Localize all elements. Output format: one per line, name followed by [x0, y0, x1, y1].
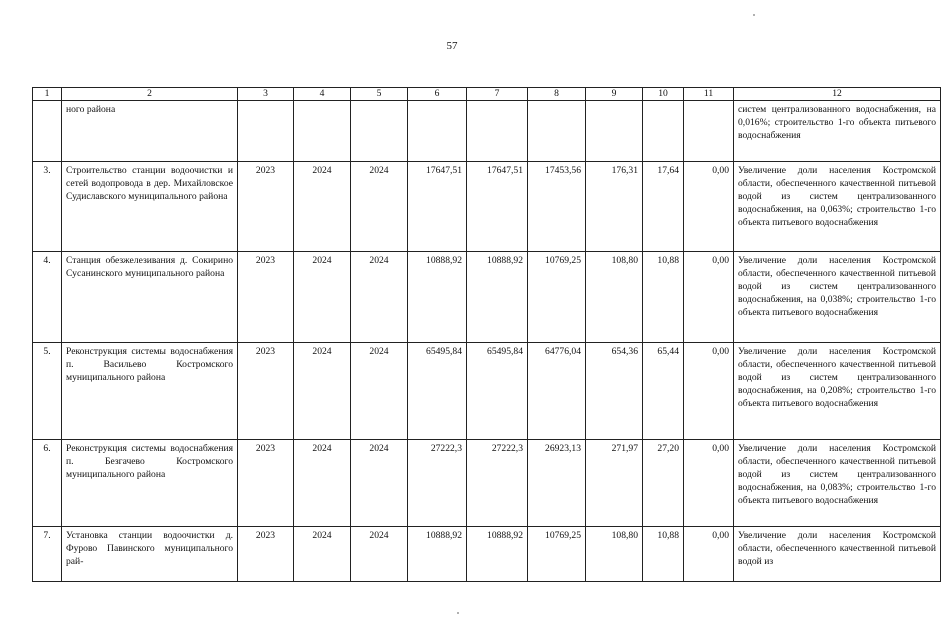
- start-year: [238, 101, 294, 162]
- row-number: [33, 101, 62, 162]
- page-number: 57: [446, 40, 458, 52]
- local-funding: [643, 101, 684, 162]
- regional-funding: 271,97: [586, 440, 643, 527]
- local-funding: 65,44: [643, 343, 684, 440]
- project-name: Станция обезжелезивания д. Сокирино Сусанинского муниципального района: [62, 252, 238, 343]
- federal-funding: 10769,25: [528, 527, 586, 582]
- other-funding: [684, 101, 734, 162]
- program-table: [32, 87, 941, 582]
- table-row: [33, 527, 941, 582]
- other-funding: 0,00: [684, 252, 734, 343]
- column-header: 7: [467, 88, 528, 101]
- expected-result: Увеличение доли населения Костромской области, обеспеченного качественной питьевой водой из: [734, 527, 941, 582]
- federal-funding: 26923,13: [528, 440, 586, 527]
- expected-result: Увеличение доли населения Костромской области, обеспеченного качественной питьевой водой из систем централизованного водоснабжения, на 0,083%; строительство 1-го объекта питьевого водоснабжения: [734, 440, 941, 527]
- table-row: [33, 162, 941, 252]
- commission-year: 2024: [351, 527, 408, 582]
- commission-year: 2024: [351, 162, 408, 252]
- commission-year: 2024: [351, 343, 408, 440]
- row-number: 7.: [33, 527, 62, 582]
- local-funding: 17,64: [643, 162, 684, 252]
- column-header: 8: [528, 88, 586, 101]
- scan-speck: [457, 612, 459, 614]
- other-funding: 0,00: [684, 343, 734, 440]
- end-year: 2024: [294, 440, 351, 527]
- project-name: Строительство станции водоочистки и сетей водопровода в дер. Михайловское Судиславского муниципального района: [62, 162, 238, 252]
- column-header: 9: [586, 88, 643, 101]
- regional-funding: 654,36: [586, 343, 643, 440]
- project-name: Установка станции водоочистки д. Фурово Павинского муниципального рай-: [62, 527, 238, 582]
- expected-result: систем централизованного водоснабжения, на 0,016%; строительство 1-го объекта питьевого водоснабжения: [734, 101, 941, 162]
- estimated-cost: 27222,3: [408, 440, 467, 527]
- end-year: [294, 101, 351, 162]
- column-header: 5: [351, 88, 408, 101]
- commission-year: 2024: [351, 252, 408, 343]
- expected-result: Увеличение доли населения Костромской области, обеспеченного качественной питьевой водой из систем централизованного водоснабжения, на 0,038%; строительство 1-го объекта питьевого водоснабжения: [734, 252, 941, 343]
- total-funding: 17647,51: [467, 162, 528, 252]
- regional-funding: 108,80: [586, 252, 643, 343]
- estimated-cost: 10888,92: [408, 252, 467, 343]
- total-funding: 27222,3: [467, 440, 528, 527]
- column-number-row: [33, 88, 941, 101]
- column-header: 1: [33, 88, 62, 101]
- column-header: 3: [238, 88, 294, 101]
- start-year: 2023: [238, 343, 294, 440]
- table-row: [33, 343, 941, 440]
- federal-funding: 64776,04: [528, 343, 586, 440]
- commission-year: 2024: [351, 440, 408, 527]
- row-number: 3.: [33, 162, 62, 252]
- row-number: 5.: [33, 343, 62, 440]
- other-funding: 0,00: [684, 440, 734, 527]
- regional-funding: 176,31: [586, 162, 643, 252]
- estimated-cost: 17647,51: [408, 162, 467, 252]
- start-year: 2023: [238, 252, 294, 343]
- table-row: [33, 101, 941, 162]
- column-header: 6: [408, 88, 467, 101]
- table-row: [33, 252, 941, 343]
- federal-funding: [528, 101, 586, 162]
- column-header: 4: [294, 88, 351, 101]
- total-funding: 65495,84: [467, 343, 528, 440]
- other-funding: 0,00: [684, 527, 734, 582]
- project-name: Реконструкция системы водоснабжения п. Васильево Костромского муниципального района: [62, 343, 238, 440]
- estimated-cost: 10888,92: [408, 527, 467, 582]
- row-number: 6.: [33, 440, 62, 527]
- estimated-cost: 65495,84: [408, 343, 467, 440]
- local-funding: 10,88: [643, 527, 684, 582]
- local-funding: 10,88: [643, 252, 684, 343]
- federal-funding: 17453,56: [528, 162, 586, 252]
- expected-result: Увеличение доли населения Костромской области, обеспеченного качественной питьевой водой из систем централизованного водоснабжения, на 0,063%; строительство 1-го объекта питьевого водоснабжения: [734, 162, 941, 252]
- start-year: 2023: [238, 527, 294, 582]
- end-year: 2024: [294, 162, 351, 252]
- start-year: 2023: [238, 162, 294, 252]
- start-year: 2023: [238, 440, 294, 527]
- total-funding: 10888,92: [467, 252, 528, 343]
- total-funding: 10888,92: [467, 527, 528, 582]
- federal-funding: 10769,25: [528, 252, 586, 343]
- end-year: 2024: [294, 252, 351, 343]
- commission-year: [351, 101, 408, 162]
- regional-funding: 108,80: [586, 527, 643, 582]
- column-header: 12: [734, 88, 941, 101]
- column-header: 2: [62, 88, 238, 101]
- scan-speck: [753, 14, 755, 16]
- project-name: ного района: [62, 101, 238, 162]
- regional-funding: [586, 101, 643, 162]
- total-funding: [467, 101, 528, 162]
- estimated-cost: [408, 101, 467, 162]
- project-name: Реконструкция системы водоснабжения п. Безгачево Костромского муниципального района: [62, 440, 238, 527]
- end-year: 2024: [294, 527, 351, 582]
- column-header: 10: [643, 88, 684, 101]
- other-funding: 0,00: [684, 162, 734, 252]
- local-funding: 27,20: [643, 440, 684, 527]
- table-row: [33, 440, 941, 527]
- expected-result: Увеличение доли населения Костромской области, обеспеченного качественной питьевой водой из систем централизованного водоснабжения, на 0,208%; строительство 1-го объекта питьевого водоснабжения: [734, 343, 941, 440]
- column-header: 11: [684, 88, 734, 101]
- end-year: 2024: [294, 343, 351, 440]
- row-number: 4.: [33, 252, 62, 343]
